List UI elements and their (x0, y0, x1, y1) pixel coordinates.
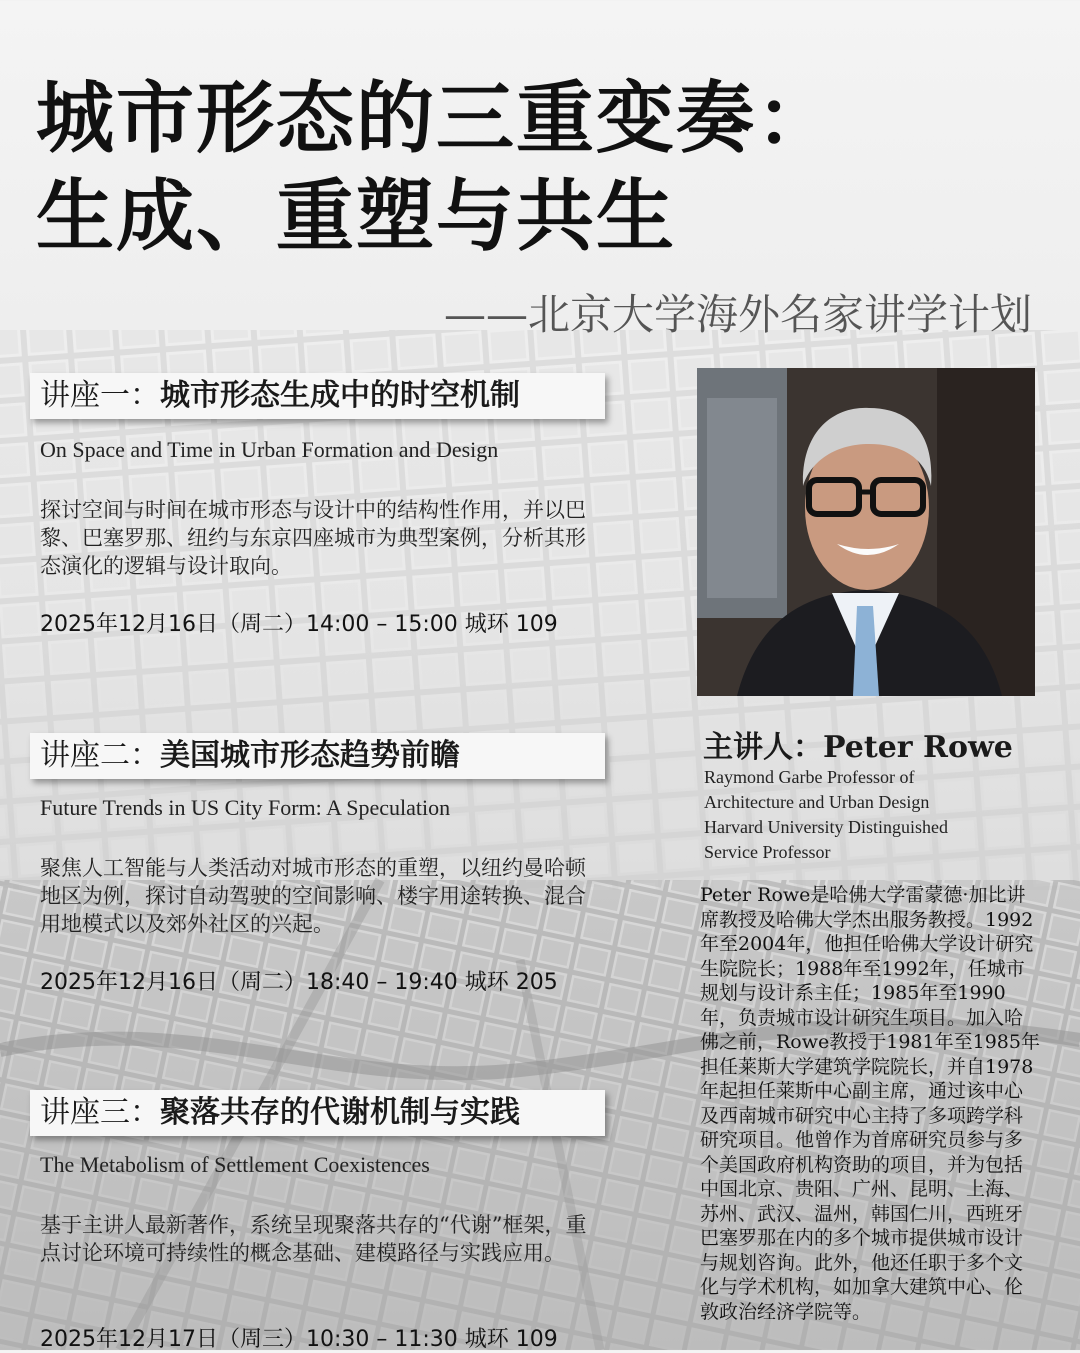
speaker-title-line-3: Harvard University Distinguished (704, 817, 948, 837)
lecture-2-time: 2025年12月16日（周二）18:40 – 19:40 城环 205 (40, 970, 558, 995)
speaker-name: 主讲人：Peter Rowe (703, 730, 1013, 765)
lecture-2-description: 聚焦人工智能与人类活动对城市形态的重塑，以纽约曼哈顿地区为例，探讨自动驾驶的空间影响、楼宇用途转换、混合用地模式以及郊外社区的兴起。 (40, 856, 586, 936)
lecture-3-title: 聚落共存的代谢机制与实践 (160, 1095, 520, 1130)
lecture-2-title-en: Future Trends in US City Form: A Speculation (40, 795, 451, 820)
speaker-title-line-1: Raymond Garbe Professor of (704, 767, 915, 787)
speaker-bio: Peter Rowe是哈佛大学雷蒙德·加比讲席教授及哈佛大学杰出服务教授。1992年至2004年，他担任哈佛大学设计研究生院院长；1988年至1992年，任城市规划与设计系主任；1985年至1990年，负责城市设计研究生项目。加入哈佛之前，Rowe教授于1981年至1985年担任莱斯大学建筑学院院长，并自1978年起担任莱斯中心副主席，通过该中心及西南城市研究中心主持了多项跨学科研究项目。他曾作为首席研究员参与多个美国政府机构资助的项目，并为包括中国北京、贵阳、广州、昆明、上海、苏州、武汉、温州，韩国仁川，西班牙巴塞罗那在内的多个城市提供城市设计与规划咨询。此外，他还任职于多个文化与学术机构，如加拿大建筑中心、伦敦政治经济学院等。 (700, 884, 1040, 1323)
title-line-1: 城市形态的三重变奏： (36, 73, 837, 164)
lecture-1-title: 城市形态生成中的时空机制 (160, 378, 520, 413)
speaker-title-line-2: Architecture and Urban Design (704, 792, 930, 812)
title-line-2: 生成、重塑与共生 (36, 171, 677, 262)
lecture-1-description: 探讨空间与时间在城市形态与设计中的结构性作用，并以巴黎、巴塞罗那、纽约与东京四座城市为典型案例，分析其形态演化的逻辑与设计取向。 (40, 498, 586, 578)
lecture-3-title-en: The Metabolism of Settlement Coexistences (40, 1152, 430, 1177)
lecture-2-title: 美国城市形态趋势前瞻 (160, 738, 460, 773)
lecture-1-title-en: On Space and Time in Urban Formation and Design (40, 437, 499, 462)
lecture-3-heading (30, 1090, 605, 1136)
page-subtitle: ——北京大学海外名家讲学计划 (443, 290, 1032, 339)
lecture-3-time: 2025年12月17日（周三）10:30 – 11:30 城环 109 (40, 1327, 558, 1352)
speaker-photo (697, 368, 1035, 696)
lecture-2-prefix: 讲座二： (40, 738, 160, 773)
lecture-1-prefix: 讲座一： (40, 378, 160, 413)
lecture-2-heading (30, 733, 605, 779)
lecture-1-heading (30, 373, 605, 419)
speaker-title-line-4: Service Professor (704, 842, 831, 862)
lecture-3-description: 基于主讲人最新著作，系统呈现聚落共存的“代谢”框架，重点讨论环境可持续性的概念基础、建模路径与实践应用。 (40, 1213, 587, 1265)
page-title (36, 70, 836, 266)
speaker-title (704, 765, 1034, 865)
lecture-3-prefix: 讲座三： (40, 1095, 160, 1130)
lecture-1-time: 2025年12月16日（周二）14:00 – 15:00 城环 109 (40, 612, 558, 637)
